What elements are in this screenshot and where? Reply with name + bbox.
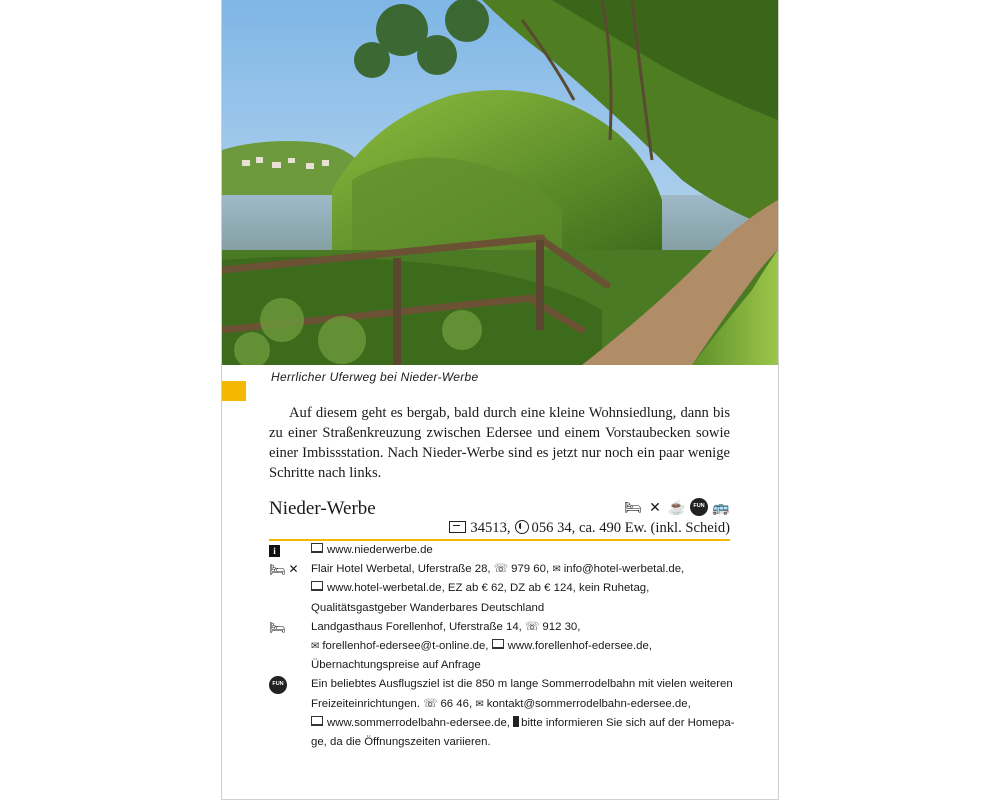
listing-info-line <box>311 541 734 560</box>
email-icon: ✉ <box>552 564 561 576</box>
email-icon: ✉ <box>311 641 320 653</box>
cafe-icon: ☕ <box>668 499 686 515</box>
gasthaus-email-link[interactable]: forellenhof-edersee@t-online.de, <box>322 640 489 653</box>
gasthaus-line-3: Übernachtungspreise auf Anfrage <box>311 659 481 672</box>
listing-rodelbahn <box>269 675 734 752</box>
cutlery-icon: ✕ <box>288 562 299 577</box>
listing-gasthaus-icons <box>269 618 286 637</box>
web-icon <box>311 716 323 726</box>
listing-hotel <box>269 560 734 618</box>
listings <box>269 541 734 752</box>
rodel-line-4: ge, da die Öffnungszeiten variieren. <box>311 736 491 749</box>
bed-icon: 🛏 <box>624 499 642 515</box>
phone-area-code: 056 34, ca. 490 Ew. (inkl. Scheid) <box>531 520 730 536</box>
email-icon: ✉ <box>475 698 484 710</box>
gasthaus-line-1: Landgasthaus Forellenhof, Uferstraße 14, ☏ 912 30, <box>311 620 581 633</box>
door-icon <box>513 716 519 727</box>
listing-info-icons <box>269 541 280 560</box>
rodel-opening-note: bitte informieren Sie sich auf der Homepa- <box>521 716 735 729</box>
town-heading: Nieder-Werbe <box>269 498 376 519</box>
hotel-website-link[interactable]: www.hotel-werbetal.de, EZ ab € 62, DZ ab € 124, kein Ruhetag, <box>327 582 650 595</box>
town-facility-icons <box>624 498 730 516</box>
listing-gasthaus <box>269 618 734 676</box>
phone-area-icon <box>515 520 529 534</box>
listing-rodelbahn-icons <box>269 675 287 694</box>
gasthaus-line-2 <box>311 637 734 656</box>
web-icon <box>311 581 323 591</box>
hotel-email-link[interactable]: info@hotel-werbetal.de, <box>563 563 685 576</box>
fun-icon <box>690 498 708 516</box>
book-page <box>221 0 779 800</box>
info-icon: i <box>269 545 280 557</box>
rodel-line-3 <box>311 714 734 733</box>
section-marker <box>222 381 246 401</box>
fun-badge-label: FUN <box>690 498 708 516</box>
hotel-address: Flair Hotel Werbetal, Uferstraße 28, ☏ 979 60, <box>311 563 550 576</box>
rodel-line-2 <box>311 695 734 714</box>
bed-icon: 🛏 <box>269 619 286 635</box>
rodel-email-link[interactable]: kontakt@sommerrodelbahn-edersee.de, <box>486 697 691 710</box>
postcode: 34513, <box>470 520 511 536</box>
hotel-line-3: Qualitätsgastgeber Wanderbares Deutschland <box>311 601 545 614</box>
intro-text: Auf diesem geht es bergab, bald durch eine kleine Wohnsiedlung, dann bis zu einer Straßenkreuzung zwischen Edersee und einem Vorstaubecken sowie einer Imbissstation. Nach Nieder-Werbe sind es jetzt nur noch ein paar wenige Schritte nach links. <box>269 405 730 481</box>
cutlery-icon: ✕ <box>649 499 661 515</box>
bus-icon: 🚌 <box>712 499 730 515</box>
rodel-phone: Freizeiteinrichtungen. ☏ 66 46, <box>311 697 473 710</box>
photo-caption: Herrlicher Uferweg bei Nieder-Werbe <box>271 370 479 384</box>
town-meta <box>449 520 730 537</box>
intro-paragraph <box>269 403 730 483</box>
rodel-line-1: Ein beliebtes Ausflugsziel ist die 850 m lange Sommerrodelbahn mit vielen weiteren <box>311 678 733 691</box>
listing-info <box>269 541 734 560</box>
web-icon <box>492 639 504 649</box>
hotel-line-1 <box>311 560 734 579</box>
gasthaus-website-link[interactable]: www.forellenhof-edersee.de, <box>507 640 653 653</box>
info-website-link[interactable]: www.niederwerbe.de <box>327 544 433 556</box>
lakeside-path-photo <box>222 0 778 365</box>
web-icon <box>311 543 323 553</box>
fun-icon: FUN <box>269 676 287 694</box>
hotel-line-2 <box>311 579 734 598</box>
bed-icon: 🛏 <box>269 562 286 578</box>
postcode-icon <box>449 521 466 533</box>
listing-hotel-icons <box>269 560 299 579</box>
rodel-website-link[interactable]: www.sommerrodelbahn-edersee.de, <box>327 716 510 729</box>
